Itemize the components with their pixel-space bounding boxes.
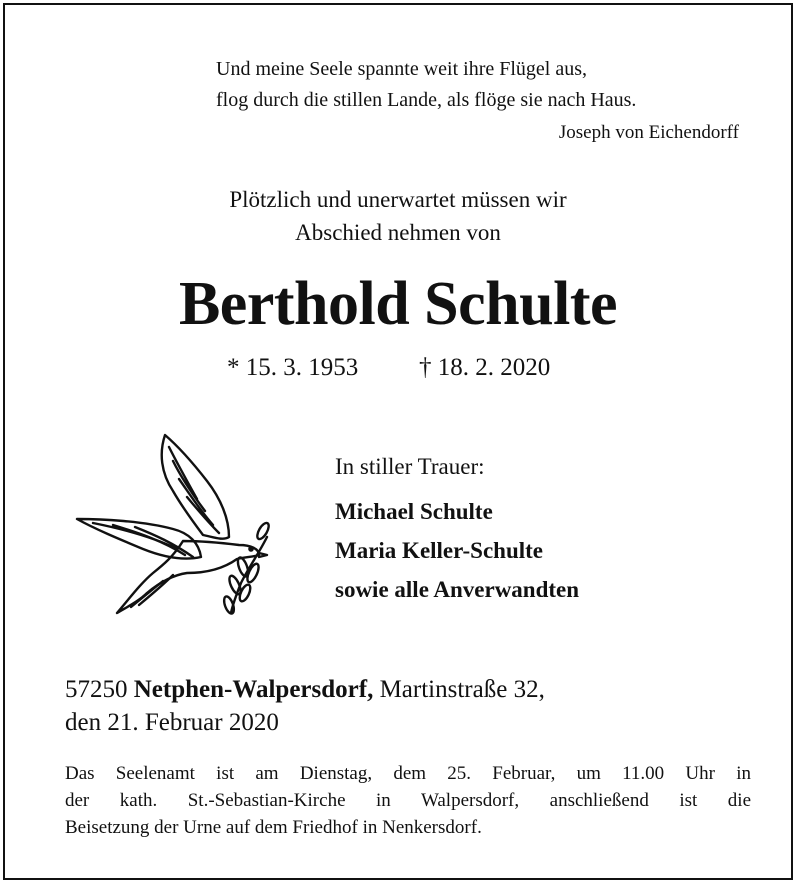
deceased-name: Berthold Schulte bbox=[178, 270, 618, 338]
notice-line-1: Das Seelenamt ist am Dienstag, dem 25. Februar, um 11.00 Uhr in bbox=[65, 763, 751, 784]
quote-author: Joseph von Eichendorff bbox=[558, 122, 739, 143]
intro-line-2: Abschied nehmen von bbox=[295, 220, 501, 245]
postcode: 57250 bbox=[65, 676, 128, 703]
address-line bbox=[65, 673, 545, 706]
obituary-notice bbox=[3, 3, 793, 880]
quote-line-1: Und meine Seele spannte weit ihre Flügel aus, bbox=[216, 58, 588, 80]
notice-line-3: Beisetzung der Urne auf dem Friedhof in Nenkersdorf. bbox=[65, 817, 482, 838]
death-date: † 18. 2. 2020 bbox=[419, 354, 551, 381]
street: Martinstraße 32, bbox=[379, 676, 545, 703]
mourning-heading: In stiller Trauer: bbox=[335, 454, 485, 479]
mourner-name: sowie alle Anverwandten bbox=[335, 577, 580, 602]
intro-line-1: Plötzlich und unerwartet müssen wir bbox=[229, 187, 567, 212]
mourner-name: Maria Keller-Schulte bbox=[335, 538, 543, 563]
notice-line-2: der kath. St.-Sebastian-Kirche in Walpersdorf, anschließend ist die bbox=[65, 790, 751, 811]
birth-date: * 15. 3. 1953 bbox=[227, 354, 359, 381]
mourner-name: Michael Schulte bbox=[335, 499, 493, 524]
dove-icon bbox=[73, 433, 278, 618]
date-line: den 21. Februar 2020 bbox=[65, 709, 279, 736]
quote-line-2: flog durch die stillen Lande, als flöge sie nach Haus. bbox=[216, 89, 637, 111]
funeral-notice bbox=[65, 760, 751, 841]
town: Netphen-Walpersdorf, bbox=[133, 676, 374, 703]
